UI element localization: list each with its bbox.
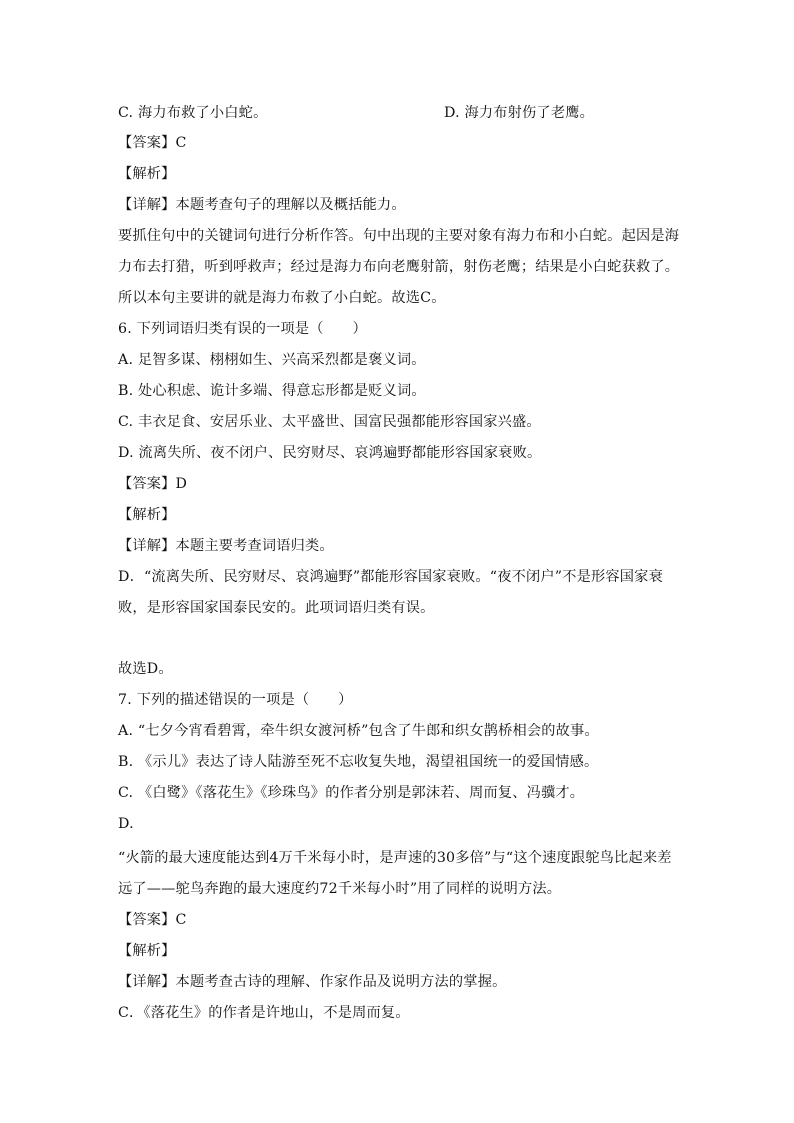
q7-explain-line-1: C．《落花生》的作者是许地山，不是周而复。 xyxy=(118,1005,410,1021)
q5-option-d: D. 海力布射伤了老鹰。 xyxy=(444,105,594,121)
q6-explain-line-1: D．“流离失所、民穷财尽、哀鸿遍野”都能形容国家衰败。“夜不闭户”不是形容国家衰 xyxy=(118,569,663,585)
q6-explain-line-2: 败，是形容国家国泰民安的。此项词语归类有误。 xyxy=(118,600,435,616)
q5-explain-line-3: 所以本句主要讲的就是海力布救了小白蛇。故选C。 xyxy=(118,290,446,306)
q6-detail: 【详解】本题主要考查词语归类。 xyxy=(118,538,334,554)
q7-answer: 【答案】C xyxy=(118,912,187,928)
q6-stem: 6. 下列词语归类有误的一项是（ ） xyxy=(118,321,367,337)
q5-explain-line-1: 要抓住句中的关键词句进行分析作答。句中出现的主要对象有海力布和小白蛇。起因是海 xyxy=(118,228,680,244)
q7-option-d-line-2: 远了——鸵鸟奔跑的最大速度约72千米每小时”用了同样的说明方法。 xyxy=(118,881,562,897)
q6-conclusion: 故选D。 xyxy=(118,661,173,677)
q7-option-b: B. 《示儿》表达了诗人陆游至死不忘收复失地，渴望祖国统一的爱国情感。 xyxy=(118,754,599,770)
q5-answer: 【答案】C xyxy=(118,135,187,151)
q6-analysis-label: 【解析】 xyxy=(118,507,176,523)
q7-option-d-label: D. xyxy=(118,816,134,832)
q7-option-c: C. 《白鹭》《落花生》《珍珠鸟》的作者分别是郭沫若、周而复、冯骥才。 xyxy=(118,785,585,801)
q6-answer: 【答案】D xyxy=(118,476,188,492)
q7-stem: 7. 下列的描述错误的一项是（ ） xyxy=(118,692,353,708)
q5-analysis-label: 【解析】 xyxy=(118,166,176,182)
q5-detail: 【详解】本题考查句子的理解以及概括能力。 xyxy=(118,197,406,213)
q7-detail: 【详解】本题考查古诗的理解、作家作品及说明方法的掌握。 xyxy=(118,974,507,990)
q6-option-b: B. 处心积虑、诡计多端、得意忘形都是贬义词。 xyxy=(118,383,426,399)
q6-option-c: C. 丰衣足食、安居乐业、太平盛世、国富民强都能形容国家兴盛。 xyxy=(118,414,541,430)
q5-option-c: C. 海力布救了小白蛇。 xyxy=(118,105,268,121)
q7-analysis-label: 【解析】 xyxy=(118,943,176,959)
q7-option-a: A. “七夕今宵看碧霄，牵牛织女渡河桥”包含了牛郎和织女鹊桥相会的故事。 xyxy=(118,723,599,739)
q6-option-d: D. 流离失所、夜不闭户、民穷财尽、哀鸿遍野都能形容国家衰败。 xyxy=(118,445,542,461)
q6-option-a: A. 足智多谋、栩栩如生、兴高采烈都是褒义词。 xyxy=(118,352,426,368)
q7-option-d-line-1: “火箭的最大速度能达到4万千米每小时，是声速的30多倍”与“这个速度跟鸵鸟比起来差 xyxy=(118,850,672,866)
q5-explain-line-2: 力布去打猎，听到呼救声；经过是海力布向老鹰射箭，射伤老鹰；结果是小白蛇获救了。 xyxy=(118,259,680,275)
